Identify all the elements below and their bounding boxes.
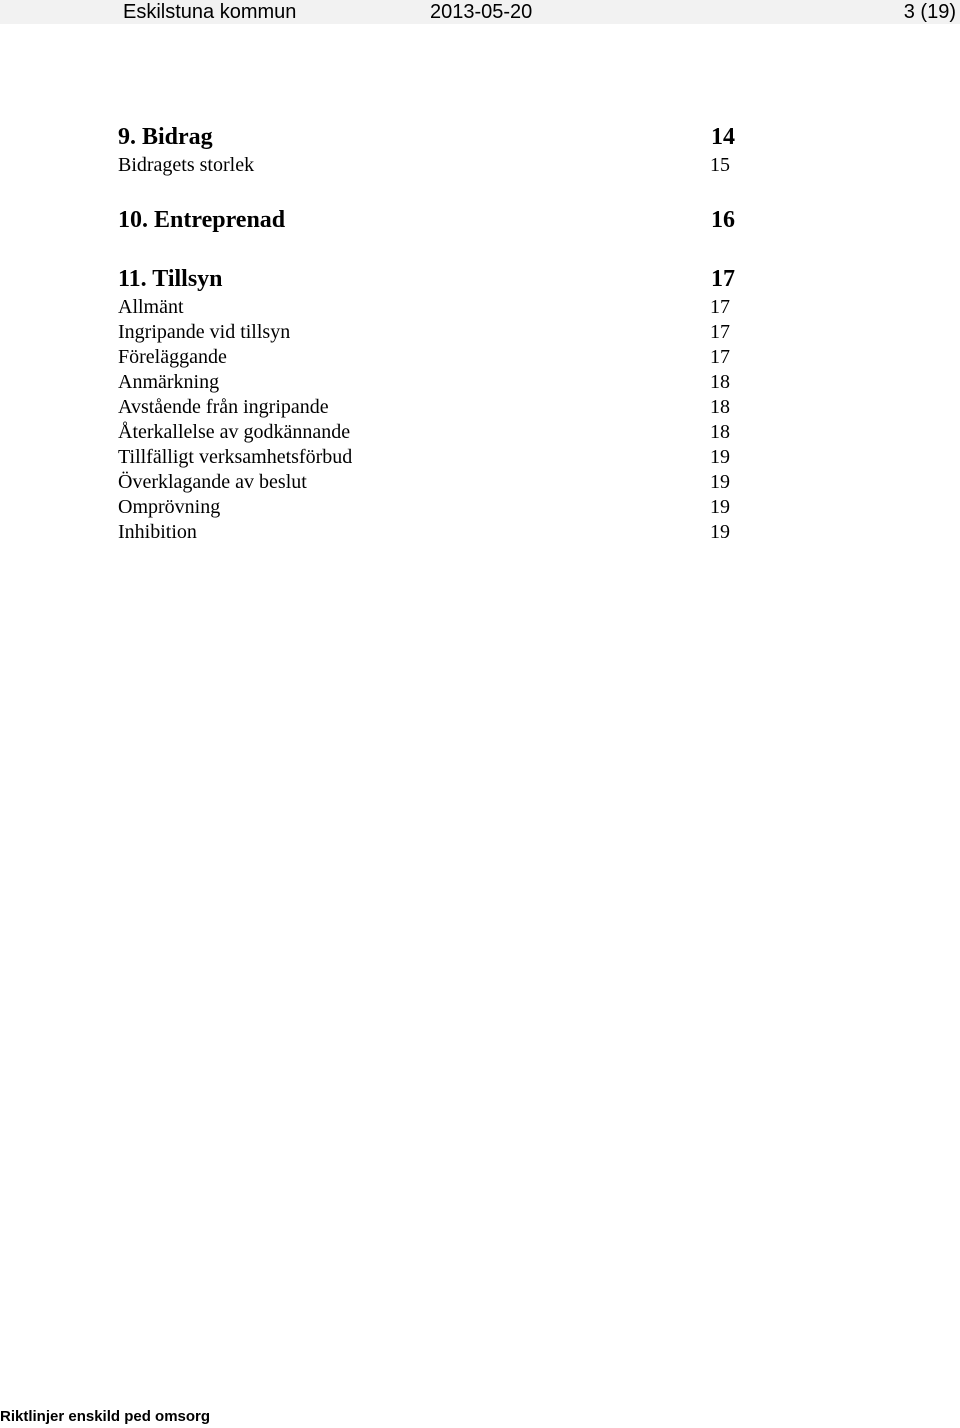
toc-entry[interactable] <box>118 296 738 322</box>
toc-page-number: 17 <box>710 346 730 368</box>
toc-entry[interactable] <box>118 521 738 547</box>
toc-label: Överklagande av beslut <box>118 471 307 493</box>
toc-entry[interactable] <box>118 471 738 497</box>
toc-label: Tillfälligt verksamhetsförbud <box>118 446 353 468</box>
toc-heading[interactable] <box>118 124 738 150</box>
toc-entry[interactable] <box>118 371 738 397</box>
toc-label: Ingripande vid tillsyn <box>118 321 291 343</box>
toc-label: Föreläggande <box>118 346 227 368</box>
toc-page-number: 17 <box>710 321 730 343</box>
toc-label: Återkallelse av godkännande <box>118 421 351 443</box>
toc-label: Omprövning <box>118 496 221 518</box>
toc-label: Bidragets storlek <box>118 154 255 176</box>
page-footer: Riktlinjer enskild ped omsorg <box>0 1408 211 1425</box>
header-date: 2013-05-20 <box>430 1 533 23</box>
toc-entry[interactable] <box>118 396 738 422</box>
toc-label: 10. Entreprenad <box>118 207 286 233</box>
toc-page-number: 19 <box>710 471 730 493</box>
toc-heading[interactable] <box>118 266 738 292</box>
toc-entry[interactable] <box>118 446 738 472</box>
toc-page-number: 19 <box>710 496 730 518</box>
toc-page-number: 18 <box>710 421 730 443</box>
toc-page-number: 15 <box>710 154 730 176</box>
toc-entry[interactable] <box>118 496 738 522</box>
toc-entry[interactable] <box>118 421 738 447</box>
toc-page-number: 14 <box>711 124 735 150</box>
toc-page-number: 19 <box>710 446 730 468</box>
toc-label: Avstående från ingripande <box>118 396 329 418</box>
toc-label: 9. Bidrag <box>118 124 213 150</box>
toc-entry[interactable] <box>118 346 738 372</box>
toc-page-number: 17 <box>711 266 735 292</box>
toc-page-number: 18 <box>710 396 730 418</box>
toc-label: Allmänt <box>118 296 184 318</box>
toc-heading[interactable] <box>118 207 738 233</box>
header-organization: Eskilstuna kommun <box>123 1 297 23</box>
page-header <box>0 0 960 24</box>
toc-page-number: 18 <box>710 371 730 393</box>
toc-page-number: 19 <box>710 521 730 543</box>
toc-label: Inhibition <box>118 521 197 543</box>
toc-entry[interactable] <box>118 321 738 347</box>
toc-page-number: 16 <box>711 207 735 233</box>
toc-entry[interactable] <box>118 154 738 180</box>
toc-label: 11. Tillsyn <box>118 266 223 292</box>
toc-label: Anmärkning <box>118 371 220 393</box>
toc-page-number: 17 <box>710 296 730 318</box>
header-page-number: 3 (19) <box>903 1 956 23</box>
